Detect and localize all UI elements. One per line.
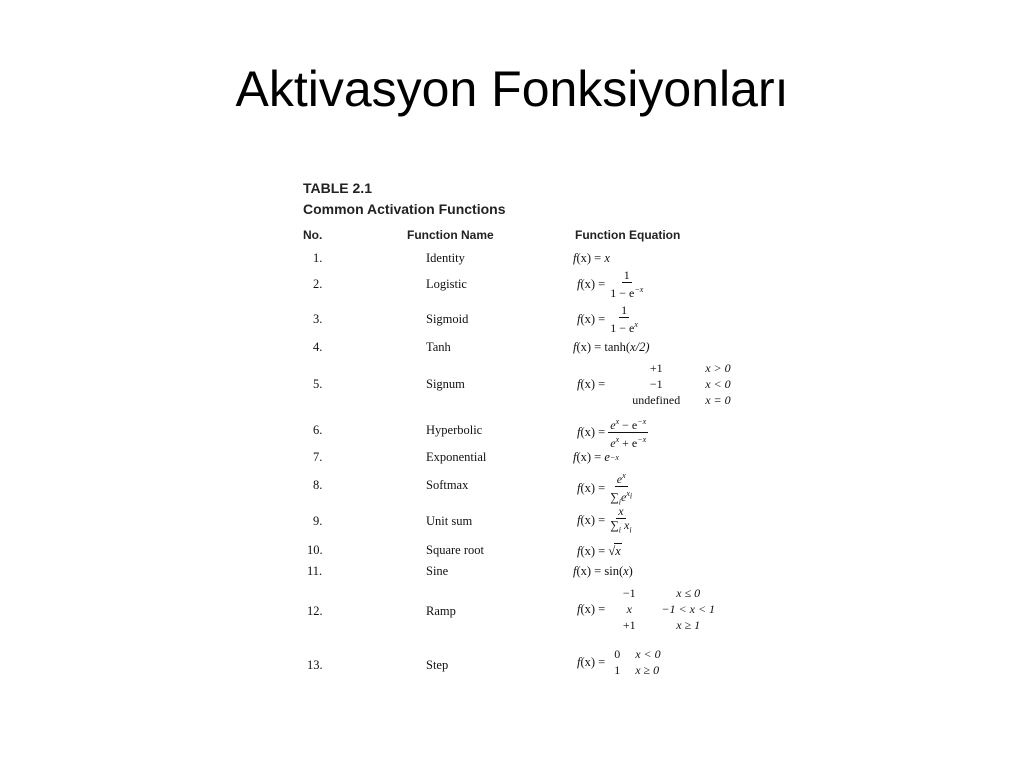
row-equation: f (x) = $\frac{e^x}{\sum_ie^{x_i}}$	[577, 471, 633, 507]
row-number: 12.	[307, 604, 323, 618]
piecewise-cases: −1 x ≤ 0 x −1 < x < 1 +1 x ≥ 1	[622, 586, 716, 632]
header-no: No.	[303, 228, 323, 242]
row-number: 13.	[307, 658, 323, 672]
fraction: $\frac{x}{\sum_i x_i}$	[610, 504, 632, 535]
row-number: 7.	[313, 450, 323, 464]
row-equation: f (x) = $\frac{e^x - e^{-x}}{e^x + e^{-x}}$	[577, 417, 647, 450]
row-equation: f (x) = √ x	[577, 543, 621, 558]
row-equation: f (x) = $\frac{1}{1 - e^{-x}}$	[577, 268, 644, 300]
piecewise-cases: 0 x < 0 1 x ≥ 0	[614, 647, 661, 677]
row-function-name: Identity	[426, 251, 465, 265]
row-function-name: Signum	[426, 377, 465, 391]
table-caption-number: TABLE 2.1	[303, 180, 372, 196]
row-function-name: Softmax	[426, 478, 469, 492]
row-equation: f (x) = −1 x ≤ 0 x −1 < x < 1 +1 x ≥ 1	[577, 586, 723, 633]
row-function-name: Logistic	[426, 277, 467, 291]
row-equation: f (x) = 0 x < 0 1 x ≥ 0	[577, 647, 671, 678]
row-number: 3.	[313, 312, 323, 326]
row-function-name: Step	[426, 658, 449, 672]
row-equation: f (x) = x	[573, 251, 610, 265]
row-function-name: Square root	[426, 543, 484, 557]
fraction: $\frac{e^x}{\sum_ie^{x_i}}$	[610, 471, 633, 507]
header-function-equation: Function Equation	[575, 228, 681, 242]
row-equation: f (x) = tanh( x/2)	[573, 340, 650, 354]
row-function-name: Sine	[426, 564, 449, 578]
fraction: $\frac{1}{1 - e^x}$	[610, 303, 638, 335]
row-equation: f (x) = e −x	[573, 450, 619, 464]
row-number: 2.	[313, 277, 323, 291]
row-function-name: Ramp	[426, 604, 456, 618]
row-function-name: Tanh	[426, 340, 451, 354]
row-number: 4.	[313, 340, 323, 354]
row-number: 11.	[307, 564, 323, 578]
header-function-name: Function Name	[407, 228, 494, 242]
row-function-name: Sigmoid	[426, 312, 469, 326]
fraction: $\frac{1}{1 - e^{-x}}$	[610, 268, 644, 300]
row-function-name: Exponential	[426, 450, 487, 464]
row-equation: f (x) = $\frac{x}{\sum_i x_i}$	[577, 504, 632, 535]
row-number: 9.	[313, 514, 323, 528]
table-caption-title: Common Activation Functions	[303, 201, 506, 217]
fraction: $\frac{e^x - e^{-x}}{e^x + e^{-x}}$	[610, 417, 647, 450]
row-function-name: Unit sum	[426, 514, 473, 528]
slide-title: Aktivasyon Fonksiyonları	[235, 61, 789, 117]
row-number: 10.	[307, 543, 323, 557]
row-number: 5.	[313, 377, 323, 391]
row-number: 1.	[313, 251, 323, 265]
row-equation: f (x) = +1 x > 0 −1 x < 0 undefined x = 0	[577, 361, 745, 408]
row-equation: f (x) = sin( x )	[573, 564, 633, 578]
row-function-name: Hyperbolic	[426, 423, 483, 437]
row-number: 8.	[313, 478, 323, 492]
row-number: 6.	[313, 423, 323, 437]
row-equation: f (x) = $\frac{1}{1 - e^x}$	[577, 303, 638, 335]
piecewise-cases: +1 x > 0 −1 x < 0 undefined x = 0	[632, 361, 731, 407]
